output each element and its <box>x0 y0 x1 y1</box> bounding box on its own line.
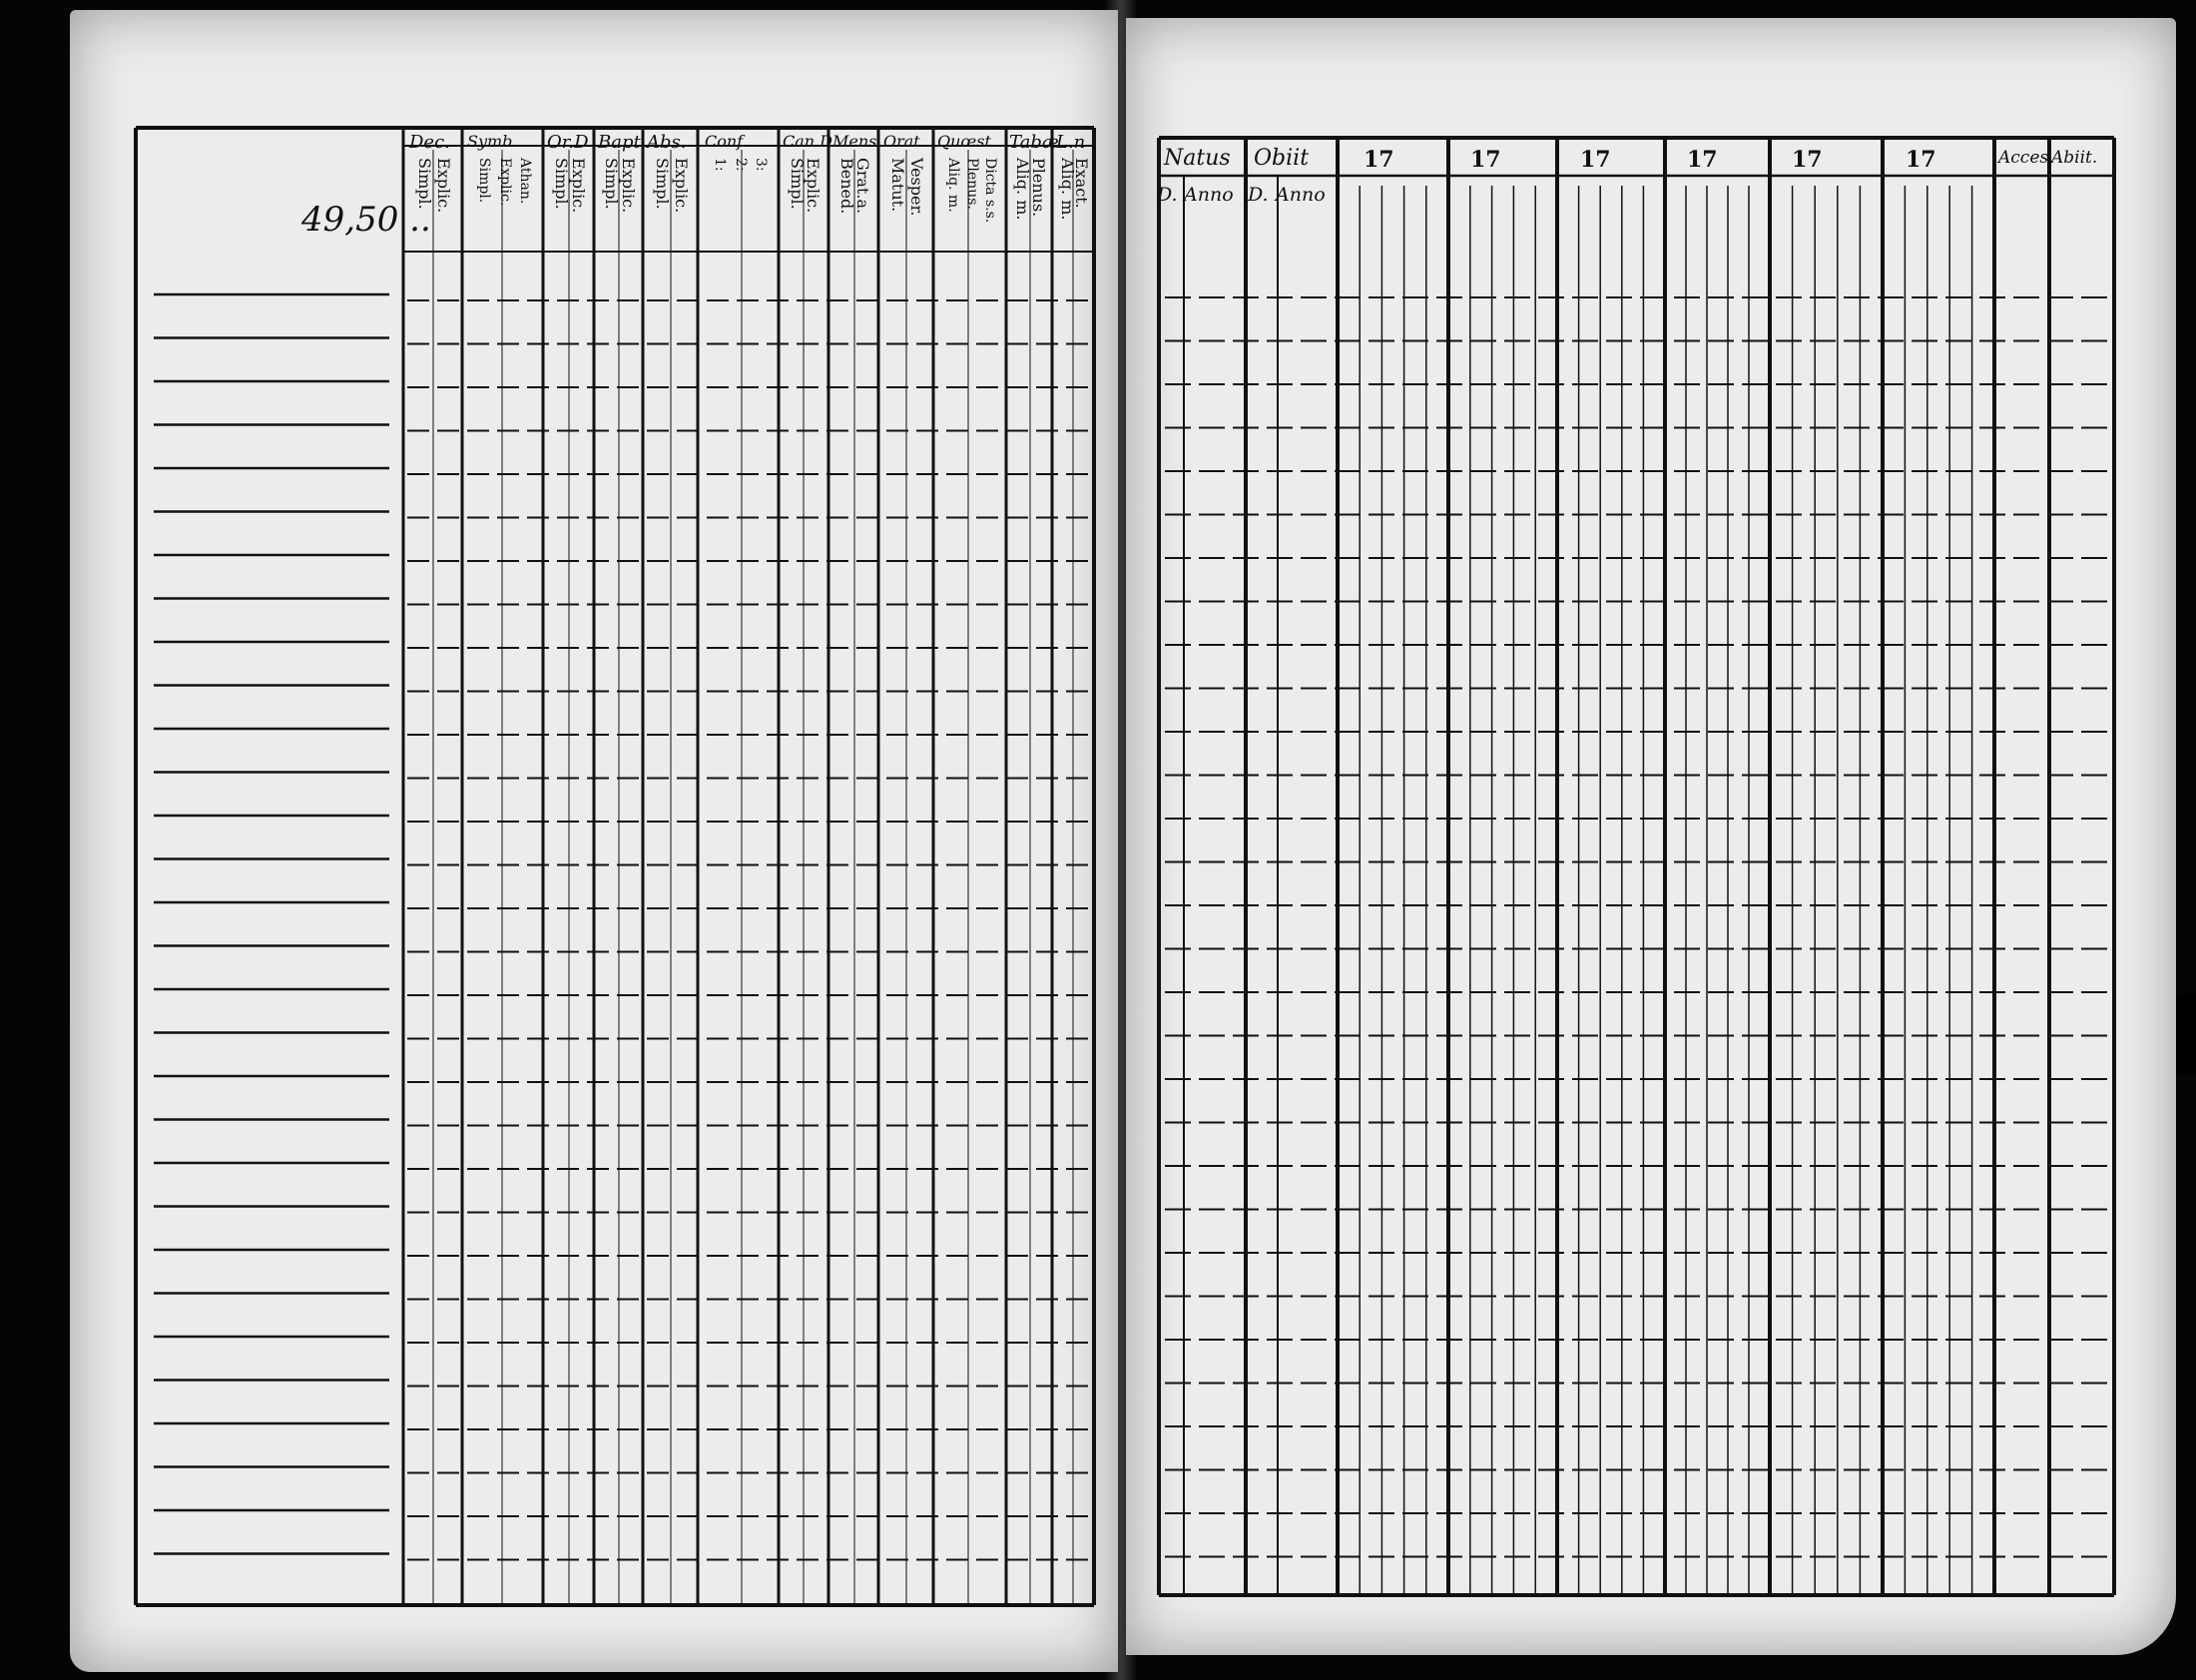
column-header: Orat. <box>883 132 925 151</box>
left-ledger-grid <box>70 10 1118 1672</box>
year-label-4: 17 <box>1687 147 1718 173</box>
column-sub-label: 3: <box>752 158 769 172</box>
column-header: Or.D <box>547 132 589 153</box>
column-sub-label: Athan. <box>516 158 533 205</box>
year-label-5: 17 <box>1792 147 1823 173</box>
column-sub-label: Explic. <box>569 158 588 214</box>
column-header: Conf. <box>705 132 748 151</box>
column-header: L.n <box>1056 132 1086 153</box>
column-sub-label: 2: <box>732 158 749 172</box>
column-sub-label: Simpl. <box>653 158 673 210</box>
year-label-1: 17 <box>1364 147 1394 173</box>
column-sub-label: Simpl. <box>552 158 571 210</box>
column-header: Symb. <box>467 132 518 151</box>
column-sub-label: Simpl. <box>602 158 622 210</box>
column-sub-label: Aliq. m. <box>1058 158 1077 221</box>
column-header: Mens. <box>832 132 882 151</box>
handwritten-note: 49,50 .. <box>301 200 431 240</box>
column-sub-label: Exact. <box>1072 158 1091 209</box>
column-header: Bapt <box>598 132 641 153</box>
natus-header: Natus <box>1164 146 1231 171</box>
natus-day-label: D. <box>1157 184 1178 206</box>
obiit-header: Obiit <box>1254 146 1310 171</box>
right-ledger-grid <box>1126 18 2176 1655</box>
column-sub-label: Aliq. m. <box>1013 158 1033 221</box>
column-header: Abs. <box>647 132 687 153</box>
year-label-6: 17 <box>1906 147 1936 173</box>
column-sub-label: Bened. <box>836 158 856 215</box>
column-sub-label: Explic. <box>671 158 691 214</box>
column-sub-label: Explic. <box>434 158 454 214</box>
column-sub-label: 1: <box>712 158 729 172</box>
column-sub-label: Grat.a. <box>853 158 873 215</box>
column-sub-label: Explic. <box>804 158 824 214</box>
year-label-3: 17 <box>1580 147 1611 173</box>
column-header: Dec. <box>409 132 450 153</box>
right-page <box>1126 18 2176 1655</box>
column-sub-label: Plenus. <box>963 158 980 210</box>
column-header: Tabæ <box>1009 132 1059 153</box>
column-sub-label: Explic. <box>618 158 638 214</box>
year-label-2: 17 <box>1470 147 1501 173</box>
natus-year-label: Anno <box>1184 184 1234 206</box>
column-sub-label: Simpl. <box>787 158 807 210</box>
obiit-day-label: D. <box>1248 184 1269 206</box>
obiit-year-label: Anno <box>1276 184 1326 206</box>
column-header: Can.D <box>783 132 832 151</box>
column-sub-label: Dicta s.s. <box>981 158 998 224</box>
column-sub-label: Simpl. <box>414 158 434 210</box>
column-sub-label: Plenus. <box>1028 158 1048 218</box>
column-sub-label: Aliq. m. <box>945 158 962 213</box>
accessit-header: Acces. <box>1998 148 2054 168</box>
column-sub-label: Vesper. <box>906 158 926 217</box>
column-header: Quœst <box>937 132 991 151</box>
column-sub-label: Simpl. <box>476 158 493 204</box>
left-page <box>70 10 1118 1672</box>
abiit-header: Abiit. <box>2051 148 2098 168</box>
column-sub-label: Explic. <box>496 158 513 207</box>
column-sub-label: Matut. <box>888 158 908 213</box>
